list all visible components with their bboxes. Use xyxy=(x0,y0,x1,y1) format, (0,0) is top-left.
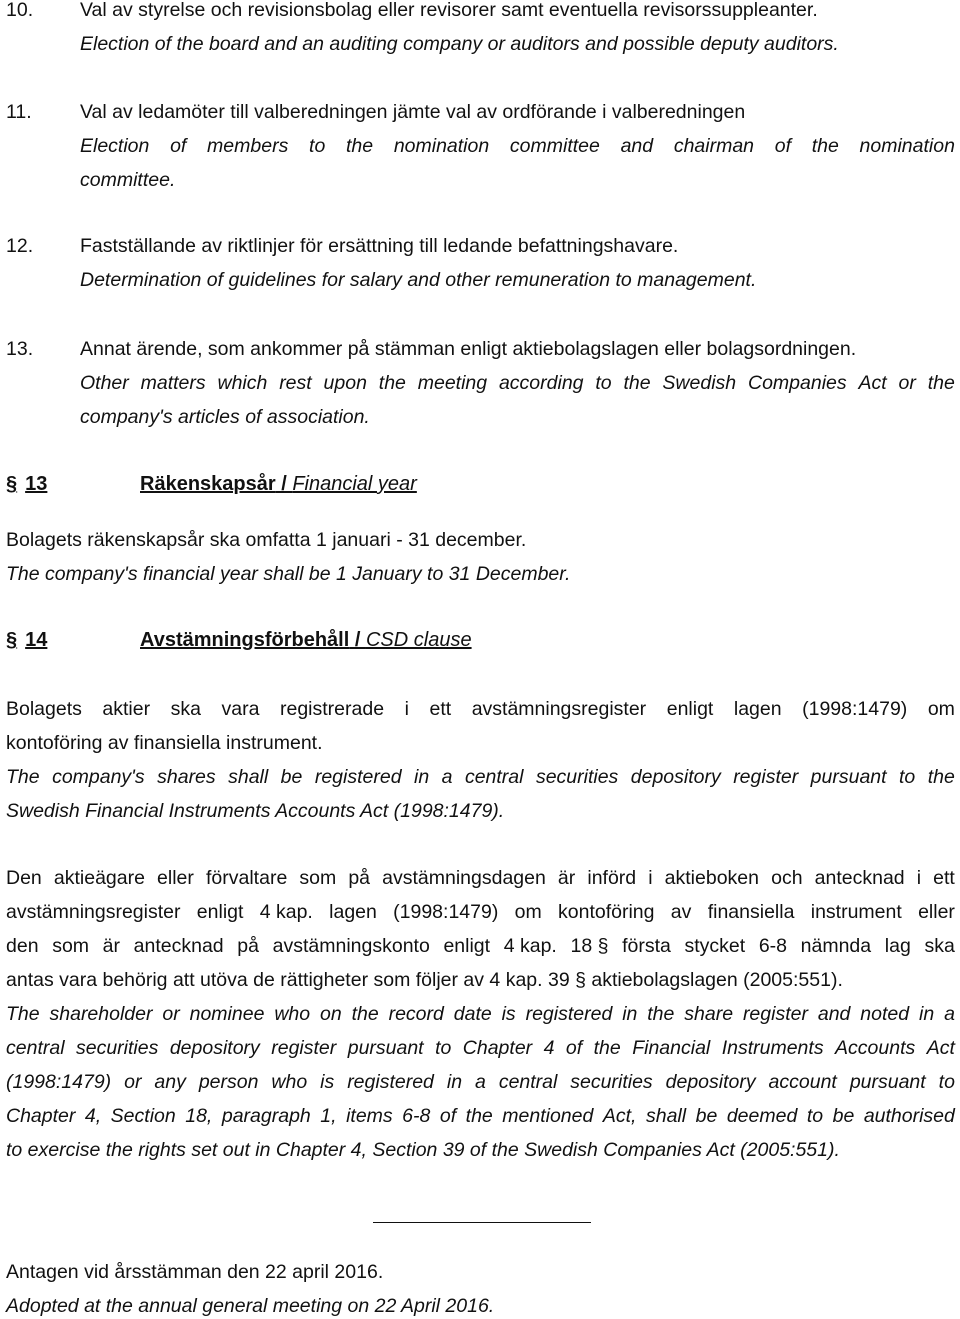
section-number: 14 xyxy=(25,629,48,651)
agenda-item-13-sv: Annat ärende, som ankommer på stämman enligt aktiebolagslagen eller bolagsordningen. xyxy=(80,338,857,360)
section-number: 13 xyxy=(25,473,48,495)
section-14-p2-en-line4: Chapter 4, Section 18, paragraph 1, items 6-8 of the mentioned Act, shall be deemed to be authorised xyxy=(6,1105,955,1127)
agenda-item-number: 12. xyxy=(6,235,34,257)
section-14-p2-en-line1: The shareholder or nominee who on the record date is registered in the share register and noted in a xyxy=(6,1003,955,1025)
section-14-p2-en-line3: (1998:1479) or any person who is registered in a central securities depository account pursuant to xyxy=(6,1071,955,1093)
section-14-heading xyxy=(6,628,472,652)
section-13-body-sv: Bolagets räkenskapsår ska omfatta 1 januari - 31 december. xyxy=(6,529,527,551)
section-14-p2-en-line2: central securities depository register pursuant to Chapter 4 of the Financial Instruments Accounts Act xyxy=(6,1037,955,1059)
section-14-p2-en-line5: to exercise the rights set out in Chapter 4, Section 39 of the Swedish Companies Act (2005:551). xyxy=(6,1139,840,1161)
section-13-heading xyxy=(6,472,417,496)
agenda-item-11-en-line2: committee. xyxy=(80,169,176,191)
agenda-item-12-en: Determination of guidelines for salary and other remuneration to management. xyxy=(80,269,757,291)
divider-rule xyxy=(373,1222,591,1223)
section-14-p1-sv-line2: kontoföring av finansiella instrument. xyxy=(6,732,323,754)
agenda-item-10-en: Election of the board and an auditing company or auditors and possible deputy auditors. xyxy=(80,33,839,55)
section-14-p2-sv-line4: antas vara behörig att utöva de rättigheter som följer av 4 kap. 39 § aktiebolagslagen (2005:551). xyxy=(6,969,843,991)
adopted-en: Adopted at the annual general meeting on 22 April 2016. xyxy=(6,1295,495,1317)
agenda-item-13-en-line2: company's articles of association. xyxy=(80,406,370,428)
agenda-item-number: 11. xyxy=(6,101,32,123)
section-14-p2-sv-line3: den som är antecknad på avstämningskonto enligt 4 kap. 18 § första stycket 6-8 nämnda lag ska xyxy=(6,935,955,957)
section-14-p1-en-line1: The company's shares shall be registered in a central securities depository register pursuant to the xyxy=(6,766,955,788)
agenda-item-number: 10. xyxy=(6,0,34,21)
agenda-item-10-sv: Val av styrelse och revisionsbolag eller revisorer samt eventuella revisorssuppleanter. xyxy=(80,0,818,21)
agenda-item-number: 13. xyxy=(6,338,34,360)
section-14-p2-sv-line1: Den aktieägare eller förvaltare som på avstämningsdagen är införd i aktieboken och antecknad i ett xyxy=(6,867,955,889)
agenda-item-13-en-line1: Other matters which rest upon the meeting according to the Swedish Companies Act or the xyxy=(80,372,955,394)
agenda-item-12-sv: Fastställande av riktlinjer för ersättning till ledande befattningshavare. xyxy=(80,235,679,257)
agenda-item-11-en-line1: Election of members to the nomination committee and chairman of the nomination xyxy=(80,135,955,157)
section-14-p1-sv-line1: Bolagets aktier ska vara registrerade i ett avstämningsregister enligt lagen (1998:1479) om xyxy=(6,698,955,720)
section-symbol: § xyxy=(6,629,18,651)
section-title: Räkenskapsår / Financial year xyxy=(140,473,417,495)
adopted-sv: Antagen vid årsstämman den 22 april 2016. xyxy=(6,1261,384,1283)
section-14-p2-sv-line2: avstämningsregister enligt 4 kap. lagen (1998:1479) om kontoföring av finansiella instrument eller xyxy=(6,901,955,923)
section-symbol: § xyxy=(6,473,18,495)
agenda-item-11-sv: Val av ledamöter till valberedningen jämte val av ordförande i valberedningen xyxy=(80,101,746,123)
section-title: Avstämningsförbehåll / CSD clause xyxy=(140,629,472,651)
section-13-body-en: The company's financial year shall be 1 January to 31 December. xyxy=(6,563,571,585)
section-14-p1-en-line2: Swedish Financial Instruments Accounts Act (1998:1479). xyxy=(6,800,505,822)
